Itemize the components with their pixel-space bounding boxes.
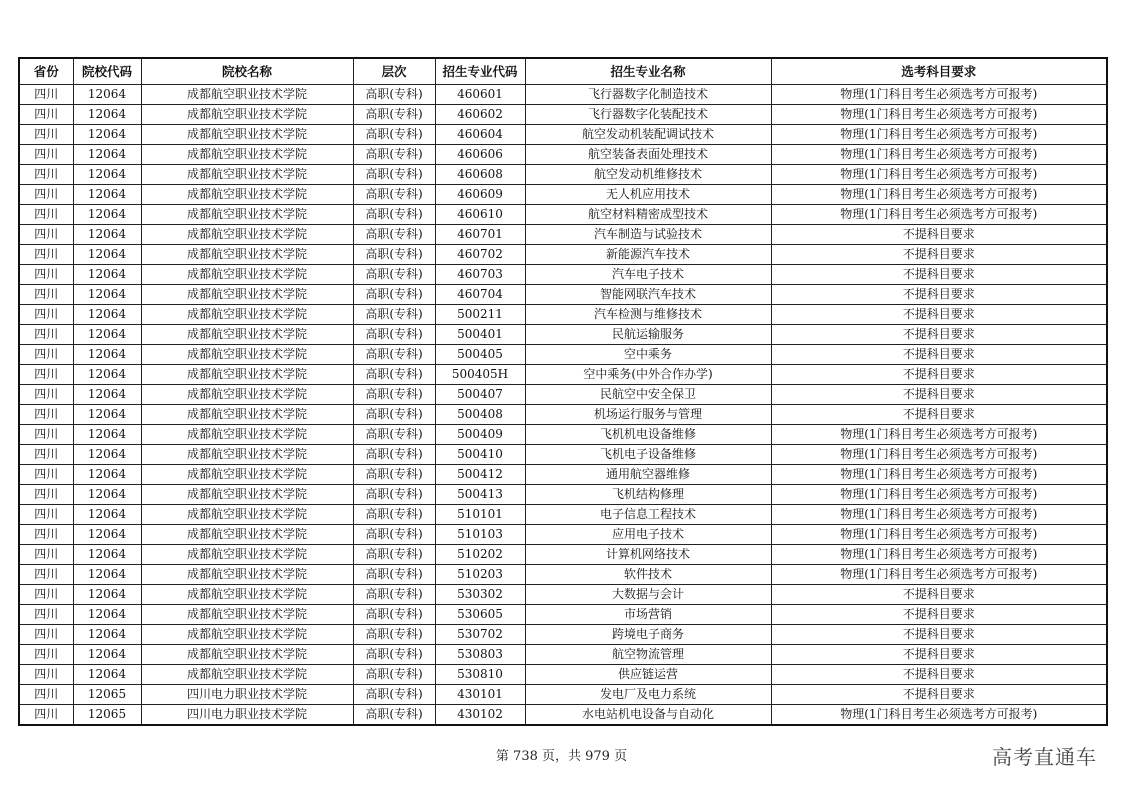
table-cell: 四川 xyxy=(19,305,73,325)
table-row xyxy=(19,405,1107,425)
table-cell: 500412 xyxy=(435,465,525,485)
table-cell: 四川 xyxy=(19,505,73,525)
table-cell: 12064 xyxy=(73,145,141,165)
table-cell: 四川 xyxy=(19,105,73,125)
table-cell: 物理(1门科目考生必须选考方可报考) xyxy=(771,85,1107,105)
table-cell: 成都航空职业技术学院 xyxy=(141,145,353,165)
table-cell: 四川 xyxy=(19,685,73,705)
table-cell: 四川 xyxy=(19,365,73,385)
table-cell: 高职(专科) xyxy=(353,225,435,245)
table-cell: 高职(专科) xyxy=(353,285,435,305)
table-cell: 成都航空职业技术学院 xyxy=(141,545,353,565)
table-cell: 12064 xyxy=(73,665,141,685)
table-cell: 500408 xyxy=(435,405,525,425)
table-row xyxy=(19,105,1107,125)
table-cell: 成都航空职业技术学院 xyxy=(141,165,353,185)
table-row xyxy=(19,365,1107,385)
table-cell: 高职(专科) xyxy=(353,705,435,726)
table-row xyxy=(19,85,1107,105)
table-cell: 高职(专科) xyxy=(353,525,435,545)
table-cell: 12064 xyxy=(73,525,141,545)
table-cell: 成都航空职业技术学院 xyxy=(141,465,353,485)
table-cell: 航空发动机维修技术 xyxy=(525,165,771,185)
table-cell: 航空材料精密成型技术 xyxy=(525,205,771,225)
table-cell: 航空装备表面处理技术 xyxy=(525,145,771,165)
table-row xyxy=(19,525,1107,545)
table-cell: 成都航空职业技术学院 xyxy=(141,645,353,665)
table-cell: 高职(专科) xyxy=(353,345,435,365)
table-header xyxy=(19,58,1107,85)
table-cell: 四川 xyxy=(19,385,73,405)
table-cell: 四川 xyxy=(19,665,73,685)
table-cell: 飞行器数字化制造技术 xyxy=(525,85,771,105)
table-row xyxy=(19,685,1107,705)
table-cell: 四川 xyxy=(19,525,73,545)
table-cell: 物理(1门科目考生必须选考方可报考) xyxy=(771,145,1107,165)
table-cell: 530803 xyxy=(435,645,525,665)
table-cell: 高职(专科) xyxy=(353,565,435,585)
table-cell: 12064 xyxy=(73,165,141,185)
table-cell: 高职(专科) xyxy=(353,645,435,665)
table-row xyxy=(19,265,1107,285)
table-cell: 新能源汽车技术 xyxy=(525,245,771,265)
table-cell: 成都航空职业技术学院 xyxy=(141,385,353,405)
table-cell: 成都航空职业技术学院 xyxy=(141,205,353,225)
table-cell: 四川 xyxy=(19,265,73,285)
table-cell: 510203 xyxy=(435,565,525,585)
table-cell: 物理(1门科目考生必须选考方可报考) xyxy=(771,705,1107,726)
table-cell: 12065 xyxy=(73,685,141,705)
table-cell: 高职(专科) xyxy=(353,505,435,525)
table-row xyxy=(19,225,1107,245)
table-cell: 成都航空职业技术学院 xyxy=(141,665,353,685)
table-cell: 不提科目要求 xyxy=(771,325,1107,345)
table-cell: 成都航空职业技术学院 xyxy=(141,325,353,345)
table-cell: 四川 xyxy=(19,585,73,605)
table-cell: 成都航空职业技术学院 xyxy=(141,425,353,445)
table-cell: 530702 xyxy=(435,625,525,645)
table-cell: 四川 xyxy=(19,85,73,105)
table-cell: 物理(1门科目考生必须选考方可报考) xyxy=(771,545,1107,565)
table-cell: 四川 xyxy=(19,225,73,245)
table-cell: 成都航空职业技术学院 xyxy=(141,125,353,145)
table-cell: 12064 xyxy=(73,345,141,365)
table-cell: 12064 xyxy=(73,485,141,505)
table-cell: 12064 xyxy=(73,205,141,225)
table-cell: 四川 xyxy=(19,465,73,485)
table-cell: 12064 xyxy=(73,305,141,325)
table-cell: 跨境电子商务 xyxy=(525,625,771,645)
table-cell: 物理(1门科目考生必须选考方可报考) xyxy=(771,165,1107,185)
table-cell: 四川 xyxy=(19,285,73,305)
table-body xyxy=(19,85,1107,726)
table-cell: 530810 xyxy=(435,665,525,685)
table-cell: 空中乘务(中外合作办学) xyxy=(525,365,771,385)
table-cell: 大数据与会计 xyxy=(525,585,771,605)
table-cell: 物理(1门科目考生必须选考方可报考) xyxy=(771,565,1107,585)
table-cell: 530302 xyxy=(435,585,525,605)
table-cell: 通用航空器维修 xyxy=(525,465,771,485)
table-cell: 高职(专科) xyxy=(353,625,435,645)
table-cell: 水电站机电设备与自动化 xyxy=(525,705,771,726)
table-cell: 民航运输服务 xyxy=(525,325,771,345)
table-cell: 高职(专科) xyxy=(353,465,435,485)
table-cell: 应用电子技术 xyxy=(525,525,771,545)
table-cell: 430102 xyxy=(435,705,525,726)
table-cell: 四川电力职业技术学院 xyxy=(141,705,353,726)
table-cell: 航空物流管理 xyxy=(525,645,771,665)
table-cell: 460606 xyxy=(435,145,525,165)
table-cell: 不提科目要求 xyxy=(771,685,1107,705)
table-cell: 500211 xyxy=(435,305,525,325)
table-cell: 成都航空职业技术学院 xyxy=(141,245,353,265)
table-cell: 供应链运营 xyxy=(525,665,771,685)
table-cell: 成都航空职业技术学院 xyxy=(141,625,353,645)
table-row xyxy=(19,605,1107,625)
table-cell: 市场营销 xyxy=(525,605,771,625)
table-cell: 460703 xyxy=(435,265,525,285)
table-cell: 12064 xyxy=(73,585,141,605)
table-cell: 物理(1门科目考生必须选考方可报考) xyxy=(771,445,1107,465)
table-cell: 软件技术 xyxy=(525,565,771,585)
table-cell: 飞机结构修理 xyxy=(525,485,771,505)
table-cell: 机场运行服务与管理 xyxy=(525,405,771,425)
table-cell: 成都航空职业技术学院 xyxy=(141,105,353,125)
table-cell: 460602 xyxy=(435,105,525,125)
table-cell: 四川 xyxy=(19,125,73,145)
table-cell: 高职(专科) xyxy=(353,325,435,345)
table-row xyxy=(19,445,1107,465)
table-cell: 高职(专科) xyxy=(353,385,435,405)
table-cell: 12064 xyxy=(73,245,141,265)
table-cell: 四川 xyxy=(19,645,73,665)
table-cell: 物理(1门科目考生必须选考方可报考) xyxy=(771,425,1107,445)
table-cell: 四川 xyxy=(19,405,73,425)
table-cell: 四川 xyxy=(19,425,73,445)
table-row xyxy=(19,625,1107,645)
table-row xyxy=(19,645,1107,665)
table-cell: 12064 xyxy=(73,445,141,465)
table-row xyxy=(19,505,1107,525)
table-cell: 四川 xyxy=(19,705,73,726)
table-cell: 高职(专科) xyxy=(353,305,435,325)
table-cell: 高职(专科) xyxy=(353,265,435,285)
table-cell: 高职(专科) xyxy=(353,245,435,265)
table-row xyxy=(19,185,1107,205)
table-cell: 成都航空职业技术学院 xyxy=(141,265,353,285)
table-cell: 飞机机电设备维修 xyxy=(525,425,771,445)
column-header: 选考科目要求 xyxy=(771,58,1107,85)
table-cell: 不提科目要求 xyxy=(771,305,1107,325)
table-cell: 四川 xyxy=(19,605,73,625)
table-row xyxy=(19,585,1107,605)
table-cell: 成都航空职业技术学院 xyxy=(141,85,353,105)
table-row xyxy=(19,205,1107,225)
table-cell: 计算机网络技术 xyxy=(525,545,771,565)
page-number: 第 738 页，共 979 页 xyxy=(495,749,628,764)
table-cell: 460609 xyxy=(435,185,525,205)
table-cell: 成都航空职业技术学院 xyxy=(141,485,353,505)
table-cell: 物理(1门科目考生必须选考方可报考) xyxy=(771,525,1107,545)
table-cell: 物理(1门科目考生必须选考方可报考) xyxy=(771,505,1107,525)
table-row xyxy=(19,425,1107,445)
admissions-table xyxy=(18,57,1108,726)
table-cell: 四川 xyxy=(19,445,73,465)
table-cell: 12064 xyxy=(73,365,141,385)
table-cell: 四川 xyxy=(19,245,73,265)
column-header: 省份 xyxy=(19,58,73,85)
table-cell: 成都航空职业技术学院 xyxy=(141,225,353,245)
column-header: 招生专业代码 xyxy=(435,58,525,85)
table-cell: 460604 xyxy=(435,125,525,145)
table-cell: 四川电力职业技术学院 xyxy=(141,685,353,705)
table-row xyxy=(19,705,1107,726)
table-cell: 12064 xyxy=(73,405,141,425)
table-cell: 高职(专科) xyxy=(353,185,435,205)
table-row xyxy=(19,245,1107,265)
table-cell: 510103 xyxy=(435,525,525,545)
table-cell: 高职(专科) xyxy=(353,545,435,565)
table-cell: 高职(专科) xyxy=(353,685,435,705)
table-cell: 510202 xyxy=(435,545,525,565)
table-cell: 成都航空职业技术学院 xyxy=(141,445,353,465)
table-row xyxy=(19,345,1107,365)
table-cell: 不提科目要求 xyxy=(771,605,1107,625)
table-row xyxy=(19,285,1107,305)
table-cell: 12064 xyxy=(73,105,141,125)
table-cell: 无人机应用技术 xyxy=(525,185,771,205)
table-cell: 12064 xyxy=(73,625,141,645)
table-row xyxy=(19,545,1107,565)
table-row xyxy=(19,565,1107,585)
table-cell: 高职(专科) xyxy=(353,585,435,605)
table-cell: 500410 xyxy=(435,445,525,465)
table-cell: 空中乘务 xyxy=(525,345,771,365)
table-cell: 不提科目要求 xyxy=(771,665,1107,685)
table-cell: 高职(专科) xyxy=(353,105,435,125)
column-header: 院校代码 xyxy=(73,58,141,85)
table-cell: 12064 xyxy=(73,425,141,445)
column-header: 招生专业名称 xyxy=(525,58,771,85)
table-cell: 不提科目要求 xyxy=(771,405,1107,425)
table-cell: 不提科目要求 xyxy=(771,385,1107,405)
table-cell: 不提科目要求 xyxy=(771,265,1107,285)
table-cell: 成都航空职业技术学院 xyxy=(141,365,353,385)
table-cell: 460601 xyxy=(435,85,525,105)
table-cell: 不提科目要求 xyxy=(771,285,1107,305)
table-cell: 12064 xyxy=(73,545,141,565)
table-cell: 12064 xyxy=(73,645,141,665)
table-cell: 四川 xyxy=(19,185,73,205)
table-cell: 460702 xyxy=(435,245,525,265)
table-cell: 飞机电子设备维修 xyxy=(525,445,771,465)
table-cell: 汽车检测与维修技术 xyxy=(525,305,771,325)
table-cell: 12064 xyxy=(73,465,141,485)
table-cell: 成都航空职业技术学院 xyxy=(141,565,353,585)
table-cell: 成都航空职业技术学院 xyxy=(141,525,353,545)
table-cell: 12064 xyxy=(73,605,141,625)
table-cell: 12064 xyxy=(73,325,141,345)
table-cell: 500413 xyxy=(435,485,525,505)
table-cell: 不提科目要求 xyxy=(771,585,1107,605)
table-row xyxy=(19,325,1107,345)
table-cell: 不提科目要求 xyxy=(771,245,1107,265)
table-row xyxy=(19,485,1107,505)
table-row xyxy=(19,165,1107,185)
table-cell: 四川 xyxy=(19,345,73,365)
table-cell: 12064 xyxy=(73,505,141,525)
table-cell: 汽车电子技术 xyxy=(525,265,771,285)
table-cell: 航空发动机装配调试技术 xyxy=(525,125,771,145)
table-row xyxy=(19,665,1107,685)
table-cell: 四川 xyxy=(19,145,73,165)
table-cell: 不提科目要求 xyxy=(771,345,1107,365)
table-cell: 成都航空职业技术学院 xyxy=(141,185,353,205)
table-cell: 成都航空职业技术学院 xyxy=(141,285,353,305)
table-cell: 高职(专科) xyxy=(353,365,435,385)
table-cell: 物理(1门科目考生必须选考方可报考) xyxy=(771,105,1107,125)
table-cell: 460610 xyxy=(435,205,525,225)
table-cell: 高职(专科) xyxy=(353,425,435,445)
table-cell: 四川 xyxy=(19,545,73,565)
table-cell: 12065 xyxy=(73,705,141,726)
table-cell: 物理(1门科目考生必须选考方可报考) xyxy=(771,185,1107,205)
table-cell: 530605 xyxy=(435,605,525,625)
table-cell: 物理(1门科目考生必须选考方可报考) xyxy=(771,465,1107,485)
table-row xyxy=(19,465,1107,485)
table-cell: 高职(专科) xyxy=(353,205,435,225)
table-cell: 12064 xyxy=(73,285,141,305)
table-cell: 不提科目要求 xyxy=(771,225,1107,245)
table-cell: 460701 xyxy=(435,225,525,245)
table-cell: 成都航空职业技术学院 xyxy=(141,305,353,325)
table-cell: 成都航空职业技术学院 xyxy=(141,345,353,365)
table-cell: 12064 xyxy=(73,565,141,585)
table-cell: 电子信息工程技术 xyxy=(525,505,771,525)
table-cell: 不提科目要求 xyxy=(771,365,1107,385)
table-cell: 物理(1门科目考生必须选考方可报考) xyxy=(771,485,1107,505)
table-cell: 四川 xyxy=(19,165,73,185)
watermark-logo: 高考直通车 xyxy=(992,745,1097,769)
table-cell: 四川 xyxy=(19,485,73,505)
table-cell: 高职(专科) xyxy=(353,125,435,145)
table-cell: 500405H xyxy=(435,365,525,385)
table-cell: 12064 xyxy=(73,265,141,285)
table-cell: 12064 xyxy=(73,385,141,405)
table-row xyxy=(19,305,1107,325)
table-cell: 成都航空职业技术学院 xyxy=(141,405,353,425)
table-cell: 四川 xyxy=(19,565,73,585)
table-cell: 四川 xyxy=(19,625,73,645)
table-cell: 高职(专科) xyxy=(353,445,435,465)
table-cell: 发电厂及电力系统 xyxy=(525,685,771,705)
table-cell: 高职(专科) xyxy=(353,165,435,185)
header-row xyxy=(19,58,1107,85)
table-cell: 510101 xyxy=(435,505,525,525)
table-cell: 物理(1门科目考生必须选考方可报考) xyxy=(771,205,1107,225)
table-cell: 高职(专科) xyxy=(353,665,435,685)
table-cell: 高职(专科) xyxy=(353,405,435,425)
table-cell: 500405 xyxy=(435,345,525,365)
table-cell: 高职(专科) xyxy=(353,485,435,505)
table-cell: 民航空中安全保卫 xyxy=(525,385,771,405)
table-row xyxy=(19,125,1107,145)
table-cell: 物理(1门科目考生必须选考方可报考) xyxy=(771,125,1107,145)
table-cell: 高职(专科) xyxy=(353,605,435,625)
table-cell: 12064 xyxy=(73,125,141,145)
table-cell: 12064 xyxy=(73,85,141,105)
column-header: 层次 xyxy=(353,58,435,85)
table-cell: 12064 xyxy=(73,225,141,245)
table-cell: 460608 xyxy=(435,165,525,185)
table-cell: 成都航空职业技术学院 xyxy=(141,505,353,525)
table-cell: 飞行器数字化装配技术 xyxy=(525,105,771,125)
table-row xyxy=(19,145,1107,165)
table-cell: 500407 xyxy=(435,385,525,405)
table-cell: 500409 xyxy=(435,425,525,445)
table-cell: 成都航空职业技术学院 xyxy=(141,585,353,605)
table-cell: 四川 xyxy=(19,325,73,345)
table-cell: 高职(专科) xyxy=(353,85,435,105)
table-cell: 430101 xyxy=(435,685,525,705)
table-cell: 500401 xyxy=(435,325,525,345)
table-cell: 汽车制造与试验技术 xyxy=(525,225,771,245)
table-cell: 不提科目要求 xyxy=(771,625,1107,645)
table-cell: 智能网联汽车技术 xyxy=(525,285,771,305)
table-cell: 460704 xyxy=(435,285,525,305)
table-cell: 成都航空职业技术学院 xyxy=(141,605,353,625)
table-cell: 高职(专科) xyxy=(353,145,435,165)
table-cell: 不提科目要求 xyxy=(771,645,1107,665)
column-header: 院校名称 xyxy=(141,58,353,85)
table-cell: 四川 xyxy=(19,205,73,225)
table-row xyxy=(19,385,1107,405)
table-cell: 12064 xyxy=(73,185,141,205)
